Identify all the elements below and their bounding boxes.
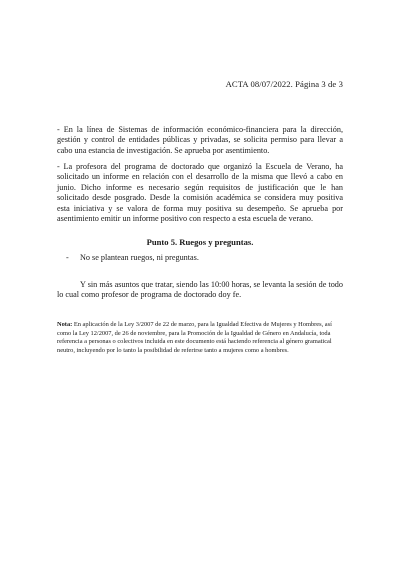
page-header: ACTA 08/07/2022. Página 3 de 3 [225,79,343,89]
list-item [66,253,199,262]
section-heading: Punto 5. Ruegos y preguntas. [146,237,254,247]
paragraph-escuela-verano: - La profesora del programa de doctorado que organizó la Escuela de Verano, ha solicitado un informe en relación con el desarrollo de la misma que llevó a cabo en junio. Dicho informe es necesario según requisitos de justificación que le han solicitado desde posgrado. Desde la comisión académica se considera muy positiva esta iniciativa y se valora de forma muy positiva su desempeño. Se aprueba por asentimiento emitir un informe positivo con respecto a esta escuela de verano. [57,162,343,224]
paragraph-estancia-investigacion: - En la línea de Sistemas de información económico-financiera para la dirección, gestión y control de entidades públicas y privadas, se solicita permiso para llevar a cabo una estancia de investigación. Se aprueba por asentimiento. [57,125,343,155]
note-text: En aplicación de la Ley 3/2007 de 22 de marzo, para la Igualdad Efectiva de Mujeres y Hombres, así como la Ley 12/2007, de 26 de noviembre, para la Promoción de la Igualdad de Género en Andalucía, toda referencia a personas o colectivos incluida en este documento está haciendo referencia al género gramatical neutro, incluyendo por lo tanto la posibilidad de referirse tanto a mujeres como a hombres. [57,321,332,354]
bullet-marker: - [66,253,69,262]
closing-paragraph: Y sin más asuntos que tratar, siendo las 10:00 horas, se levanta la sesión de todo lo cual como profesor de programa de doctorado doy fe. [57,280,343,300]
bullet-text: No se plantean ruegos, ni preguntas. [80,253,199,262]
gender-note [57,321,345,355]
note-label: Nota: [57,321,73,328]
